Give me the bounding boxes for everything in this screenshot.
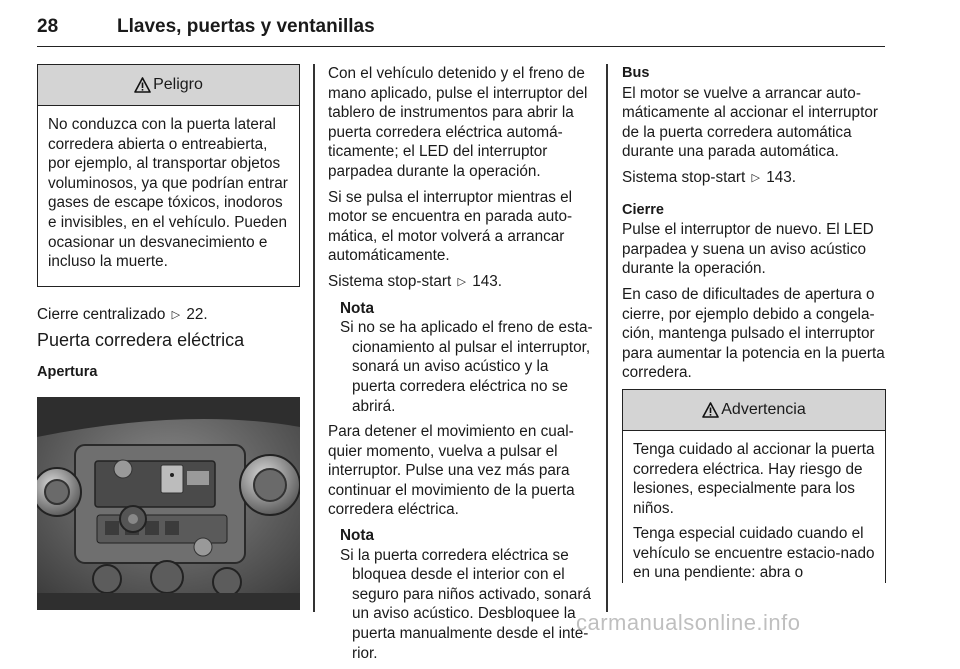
paragraph: En caso de dificultades de apertura o cierre, por ejemplo debido a congela-ción, mantenga pulsado el interruptor para aumentar la potencia en la puerta corredera. <box>622 285 885 382</box>
subheading-close: Cierre <box>622 201 664 218</box>
note-block <box>340 526 594 663</box>
warning-triangle-icon <box>134 77 151 93</box>
note-text: Si no se ha aplicado el freno de esta-cionamiento al pulsar el interruptor, sonará un aviso acústico y la puerta corredera eléctrica no se abrirá. <box>340 319 593 415</box>
stop-start-reference: Sistema stop-start ▷ 143. <box>622 168 886 189</box>
page-ref-icon: ▷ <box>457 275 466 288</box>
reference-page[interactable]: 143. <box>472 272 503 290</box>
column-divider <box>606 64 608 612</box>
column-middle <box>328 64 594 669</box>
paragraph: Pulse el interruptor de nuevo. El LED parpadea y suena un aviso acústico durante la operación. <box>622 221 874 278</box>
watermark: carmanualsonline.info <box>576 610 801 635</box>
paragraph: El motor se vuelve a arrancar auto-máticamente al accionar el interruptor de la puerta corredera automática durante una parada automática. <box>622 84 878 161</box>
page-ref-icon: ▷ <box>751 171 760 184</box>
reference-page[interactable]: 22. <box>186 305 208 323</box>
page-title: Llaves, puertas y ventanillas <box>117 16 375 37</box>
danger-box-text: No conduzca con la puerta lateral corredera abierta o entreabierta, por ejemplo, al transportar objetos voluminosos, ya que podrían entrar gases de escape tóxicos, inodoros e invisibles, en el vehículo. Pueden ocasionar un desvanecimiento e incluso la muerte. <box>48 116 288 271</box>
warning-text: Tenga especial cuidado cuando el vehículo se encuentre estacio-nado en una pendiente: abra o <box>633 525 875 582</box>
reference-page[interactable]: 143. <box>766 168 797 186</box>
danger-box-header <box>38 65 299 106</box>
central-lock-reference: Cierre centralizado ▷ 22. <box>37 305 300 326</box>
warning-box-header <box>623 390 885 431</box>
note-heading: Nota <box>340 527 374 545</box>
danger-box-title: Peligro <box>153 76 203 94</box>
danger-box <box>37 64 300 287</box>
paragraph: Para detener el movimiento en cual-quier momento, vuelva a pulsar el interruptor. Pulse una vez más para continuar el movimiento de la puerta corredera eléctrica. <box>328 423 575 519</box>
column-divider <box>313 64 315 612</box>
page-number: 28 <box>37 16 59 37</box>
stop-start-reference: Sistema stop-start ▷ 143. <box>328 272 594 293</box>
paragraph: Con el vehículo detenido y el freno de mano aplicado, pulse el interruptor del tablero de instrumentos para abrir la puerta corredera eléctrica automá-ticamente; el LED del interruptor parpadea durante la operación. <box>328 65 588 180</box>
warning-box-title: Advertencia <box>721 401 806 419</box>
subheading-bus: Bus <box>622 65 650 81</box>
note-heading: Nota <box>340 299 374 317</box>
warning-box <box>622 389 886 583</box>
subheading-opening: Apertura <box>37 363 98 380</box>
column-left <box>37 64 300 610</box>
column-right <box>622 64 886 589</box>
warning-triangle-icon <box>702 402 719 418</box>
dashboard-switch-photo <box>37 397 300 610</box>
note-text: Si la puerta corredera eléctrica se bloquea desde el interior con el seguro para niños activado, sonará un aviso acústico. Desbloquee la puerta manualmente desde el inte-rior. <box>340 546 591 662</box>
warning-text: Tenga cuidado al accionar la puerta corredera eléctrica. Hay riesgo de lesiones, especialmente para los niños. <box>633 440 875 517</box>
section-title: Puerta corredera eléctrica <box>37 330 245 351</box>
paragraph: Si se pulsa el interruptor mientras el motor se encuentra en parada auto-mática, el motor volverá a arrancar automáticamente. <box>328 188 573 265</box>
page-ref-icon: ▷ <box>171 308 181 321</box>
note-block <box>340 299 594 417</box>
page-header <box>37 10 885 47</box>
